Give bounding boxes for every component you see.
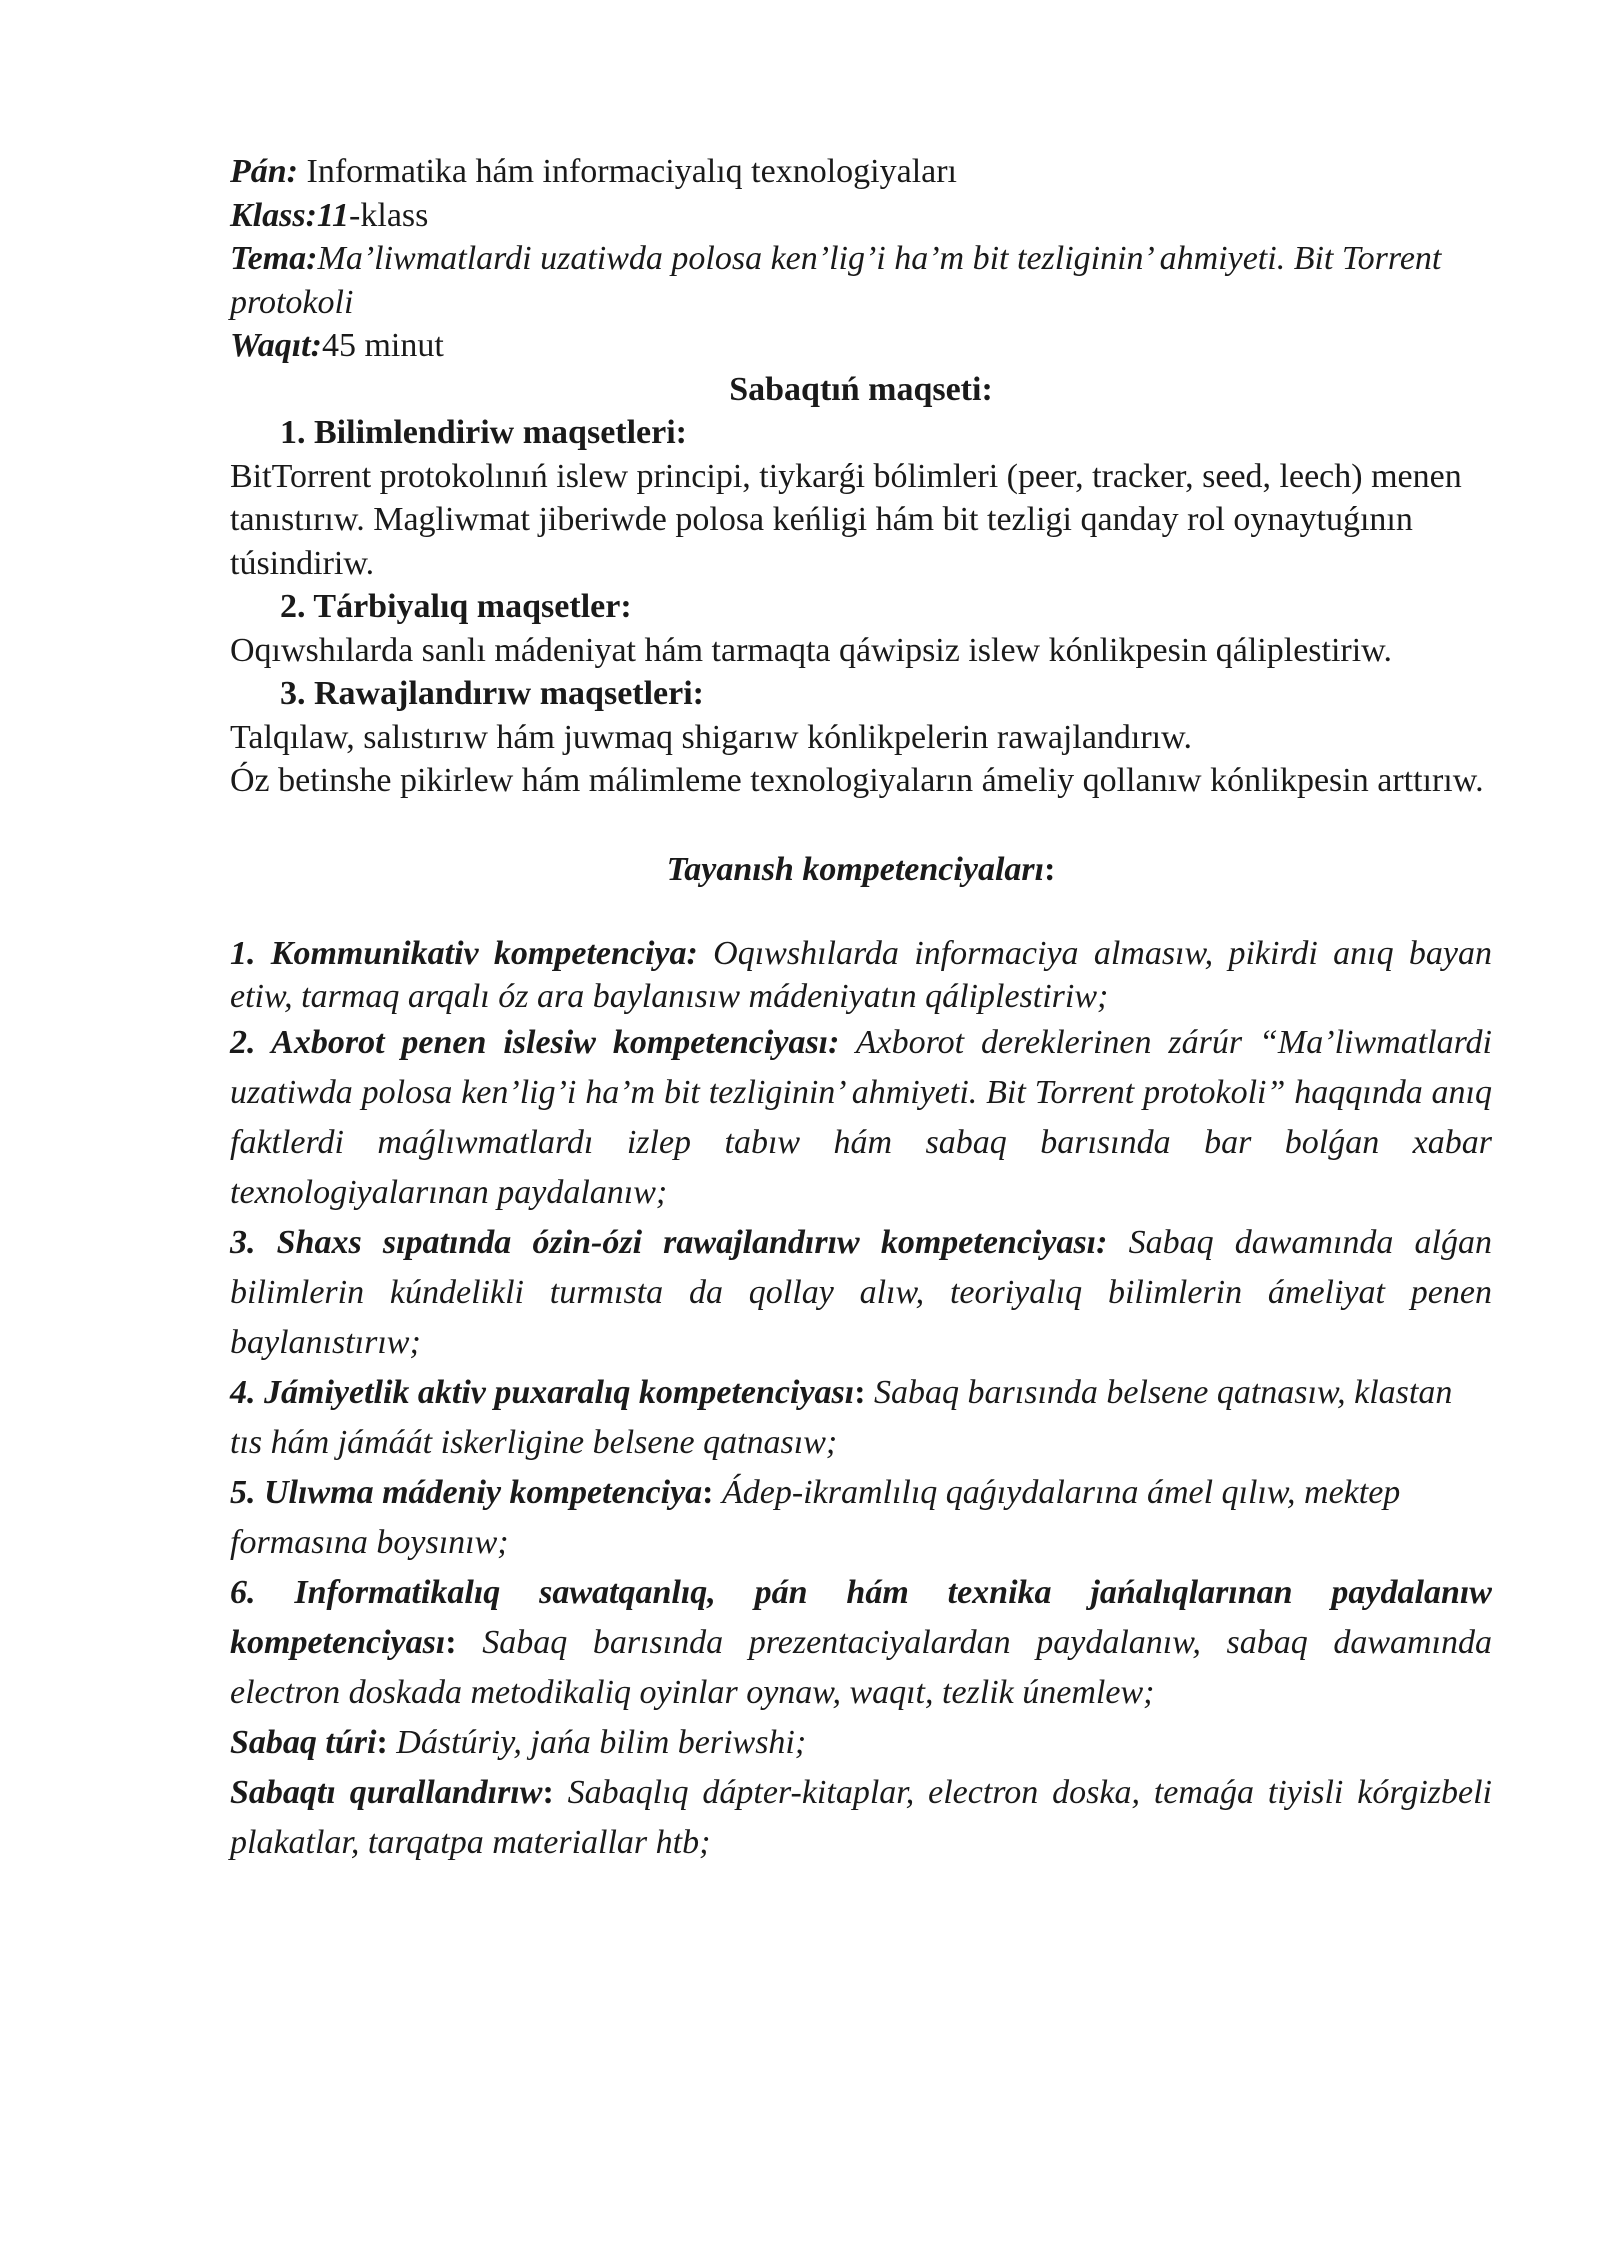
competencies-title-colon: : [1044, 850, 1056, 888]
competency-text: Sabaq barısında belsene qatnasıw, klastan tıs hám jámáát iskerligine belsene qatnasıw; [230, 1373, 1453, 1461]
goal-section-2 [230, 585, 1492, 672]
competency-label: 6. Informatikalıq sawatqanlıq, pán hám texnika jańalıqlarınan paydalanıw kompetenciyası [230, 1573, 1492, 1661]
competency-item [230, 932, 1492, 1018]
lesson-equipment-line [230, 1768, 1492, 1868]
subject-value: Informatika hám informaciyalıq texnologiyaları [298, 153, 957, 190]
goal-text: BitTorrent protokolınıń islew principi, tiykarǵi bólimleri (peer, tracker, seed, leech) menen tanıstırıw. Magliwmat jiberiwde polosa keńligi hám bit tezligi qanday rol oynaytuǵının túsindiriw. [230, 457, 1462, 582]
goals-title: Sabaqtıń maqseti: [729, 370, 993, 408]
competency-list [230, 932, 1492, 1868]
competency-label: 2. Axborot penen islesiw kompetenciyası: [230, 1023, 840, 1061]
lesson-equipment-text: Sabaqlıq dápter-kitaplar, electron doska, temaǵa tiyisli kórgizbeli plakatlar, tarqatpa materiallar htb; [230, 1773, 1492, 1861]
topic-line [230, 237, 1492, 324]
competency-item [230, 1218, 1492, 1368]
competency-item [230, 1018, 1492, 1218]
lesson-type-text: Dástúriy, jańa bilim beriwshi; [387, 1723, 807, 1761]
competency-text: Ádep-ikramlılıq qaǵıydalarına ámel qılıw, mektep formasına boysınıw; [230, 1473, 1401, 1561]
competency-item [230, 1368, 1492, 1468]
lesson-equipment-colon: : [542, 1773, 554, 1811]
competency-item [230, 1468, 1492, 1568]
competency-label: 3. Shaxs sıpatında ózin-ózi rawajlandırıw kompetenciyası: [230, 1223, 1108, 1261]
goal-heading: 2. Tárbiyalıq maqsetler: [280, 588, 632, 625]
time-value: 45 minut [321, 327, 444, 364]
competency-text: Sabaq barısında prezentaciyalardan paydalanıw, sabaq dawamında electron doskada metodikaliq oyinlar oynaw, waqıt, tezlik únemlew; [230, 1623, 1492, 1711]
class-line [230, 194, 1492, 238]
competency-colon: : [445, 1623, 457, 1661]
class-suffix: -klass [349, 196, 429, 234]
time-line [230, 324, 1492, 368]
goal-section-3 [230, 672, 1492, 803]
competencies-title-text: Tayanısh kompetenciyaları [666, 850, 1045, 888]
lesson-type-colon: : [376, 1723, 388, 1761]
lesson-equipment-label: Sabaqtı qurallandırıw [230, 1773, 543, 1811]
lesson-type-line [230, 1718, 1492, 1768]
section-spacer [230, 892, 1492, 932]
competency-label: 4. Jámiyetlik aktiv puxaralıq kompetenciyası [230, 1373, 855, 1411]
goal-text: Oqıwshılarda sanlı mádeniyat hám tarmaqta qáwipsiz islew kónlikpesin qáliplestiriw. [230, 631, 1393, 669]
competency-text: Oqıwshılarda informaciya almasıw, pikirdi anıq bayan etiw, tarmaq arqalı óz ara baylanısıw mádeniyatın qáliplestiriw; [230, 934, 1492, 1015]
class-number: 11 [316, 196, 350, 234]
competency-colon: : [702, 1473, 714, 1511]
topic-label: Tema: [230, 240, 318, 277]
topic-value: Ma’liwmatlardi uzatiwda polosa ken’lig’i ha’m bit tezliginin’ ahmiyeti. Bit Torrent protokoli [230, 240, 1442, 321]
subject-label: Pán: [230, 153, 298, 190]
competency-text: Sabaq dawamında alǵan bilimlerin kúndelikli turmısta da qollay alıw, teoriyalıq bilimlerin ámeliyat penen baylanıstırıw; [230, 1223, 1492, 1361]
class-label: Klass: [230, 196, 317, 234]
lesson-plan-page [230, 150, 1492, 1868]
goal-section-1 [230, 411, 1492, 585]
subject-line [230, 150, 1492, 194]
goal-text: Talqılaw, salıstırıw hám juwmaq shigarıw kónlikpelerin rawajlandırıw. Óz betinshe pikirlew hám málimleme texnologiyaların ámeliy qollanıw kónlikpesin arttırıw. [230, 718, 1484, 799]
goal-heading: 1. Bilimlendiriw maqsetleri: [280, 414, 688, 451]
time-label: Waqıt: [230, 327, 322, 364]
competency-item [230, 1568, 1492, 1718]
goal-heading: 3. Rawajlandırıw maqsetleri: [280, 675, 705, 712]
competencies-title [230, 847, 1492, 892]
lesson-type-label: Sabaq túri [230, 1723, 377, 1761]
competency-text: Axborot dereklerinen zárúr “Ma’liwmatlardi uzatiwda polosa ken’lig’i ha’m bit tezliginin’ ahmiyeti. Bit Torrent protokoli” haqqında anıq faktlerdi maǵlıwmatlardı izlep tabıw hám sabaq barısında bar bolǵan xabar texnologiyalarınan paydalanıw; [230, 1023, 1493, 1211]
competency-colon: : [854, 1373, 866, 1411]
competency-label: 1. Kommunikativ kompetenciya: [230, 934, 698, 972]
competency-label: 5. Ulıwma mádeniy kompetenciya [230, 1473, 703, 1511]
